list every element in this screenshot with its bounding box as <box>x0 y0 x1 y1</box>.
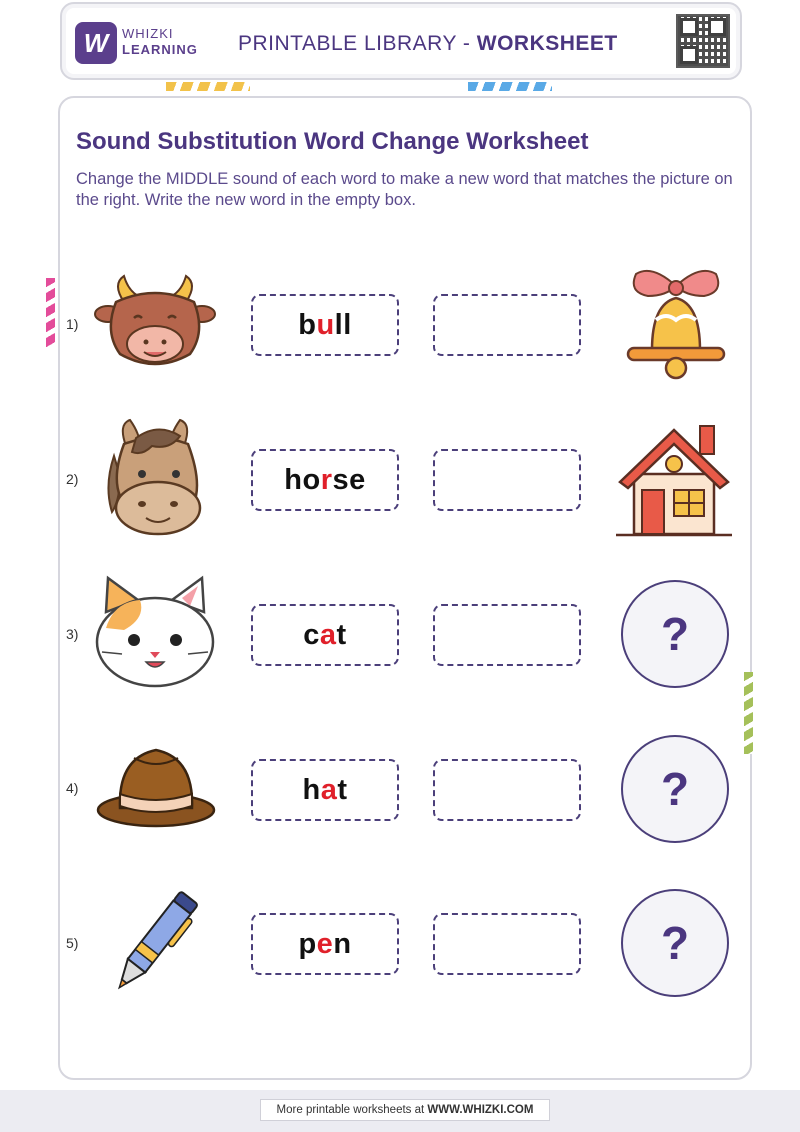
question-number: 5) <box>66 935 79 951</box>
bell-icon <box>622 264 730 382</box>
word-middle-sound: a <box>320 773 338 806</box>
header-title <box>238 32 618 56</box>
word-end: t <box>336 618 347 651</box>
word-start: ho <box>284 463 321 496</box>
question-number: 2) <box>66 471 79 487</box>
brand-name: WHIZKI <box>122 26 174 41</box>
cat-icon <box>94 572 216 690</box>
mystery-picture-placeholder <box>621 580 729 688</box>
word-box <box>251 604 399 666</box>
word-start: h <box>302 773 321 806</box>
word-end: se <box>332 463 366 496</box>
decorative-stripes-green <box>744 672 753 754</box>
word-end: t <box>337 773 348 806</box>
word-start: c <box>303 618 320 651</box>
answer-input-box[interactable] <box>433 294 581 356</box>
worksheet-instructions: Change the MIDDLE sound of each word to make a new word that matches the picture on the right. Write the new word in the empty box. <box>76 170 733 209</box>
footer-website: WWW.WHIZKI.COM <box>427 1104 534 1116</box>
pen-icon <box>106 880 204 1004</box>
word-box <box>251 449 399 511</box>
question-number: 1) <box>66 316 79 332</box>
question-mark-icon: ? <box>660 763 690 815</box>
decorative-stripes-yellow <box>166 82 250 91</box>
mystery-picture-placeholder <box>621 735 729 843</box>
question-mark-icon: ? <box>660 917 690 969</box>
answer-input-box[interactable] <box>433 759 581 821</box>
bull-icon <box>94 274 216 370</box>
question-number: 3) <box>66 626 79 642</box>
footer-text-prefix: More printable worksheets at <box>276 1104 428 1116</box>
word-box <box>251 294 399 356</box>
word-box <box>251 913 399 975</box>
word-middle-sound: a <box>319 618 337 651</box>
word-end: ll <box>334 308 352 341</box>
word-middle-sound: u <box>316 308 335 341</box>
hat-icon <box>94 744 218 830</box>
house-icon <box>616 418 732 538</box>
horse-icon <box>96 416 216 538</box>
answer-input-box[interactable] <box>433 913 581 975</box>
brand-subtitle: LEARNING <box>122 42 198 57</box>
mystery-picture-placeholder <box>621 889 729 997</box>
logo-letter: W <box>83 27 109 58</box>
question-mark-icon: ? <box>660 608 690 660</box>
word-start: b <box>298 308 317 341</box>
decorative-stripes-pink <box>46 278 55 348</box>
answer-input-box[interactable] <box>433 449 581 511</box>
header-title-prefix: PRINTABLE LIBRARY - <box>238 32 477 55</box>
word-end: n <box>333 927 352 960</box>
word-start: p <box>298 927 317 960</box>
footer-link[interactable] <box>260 1099 550 1121</box>
word-box <box>251 759 399 821</box>
worksheet-title: Sound Substitution Word Change Worksheet <box>76 128 589 155</box>
decorative-stripes-blue <box>468 82 552 91</box>
word-middle-sound: r <box>320 463 333 496</box>
word-middle-sound: e <box>316 927 334 960</box>
whizki-logo[interactable] <box>75 22 117 64</box>
answer-input-box[interactable] <box>433 604 581 666</box>
question-number: 4) <box>66 780 79 796</box>
qr-code-icon[interactable] <box>676 14 730 68</box>
header-title-bold: WORKSHEET <box>476 32 618 55</box>
